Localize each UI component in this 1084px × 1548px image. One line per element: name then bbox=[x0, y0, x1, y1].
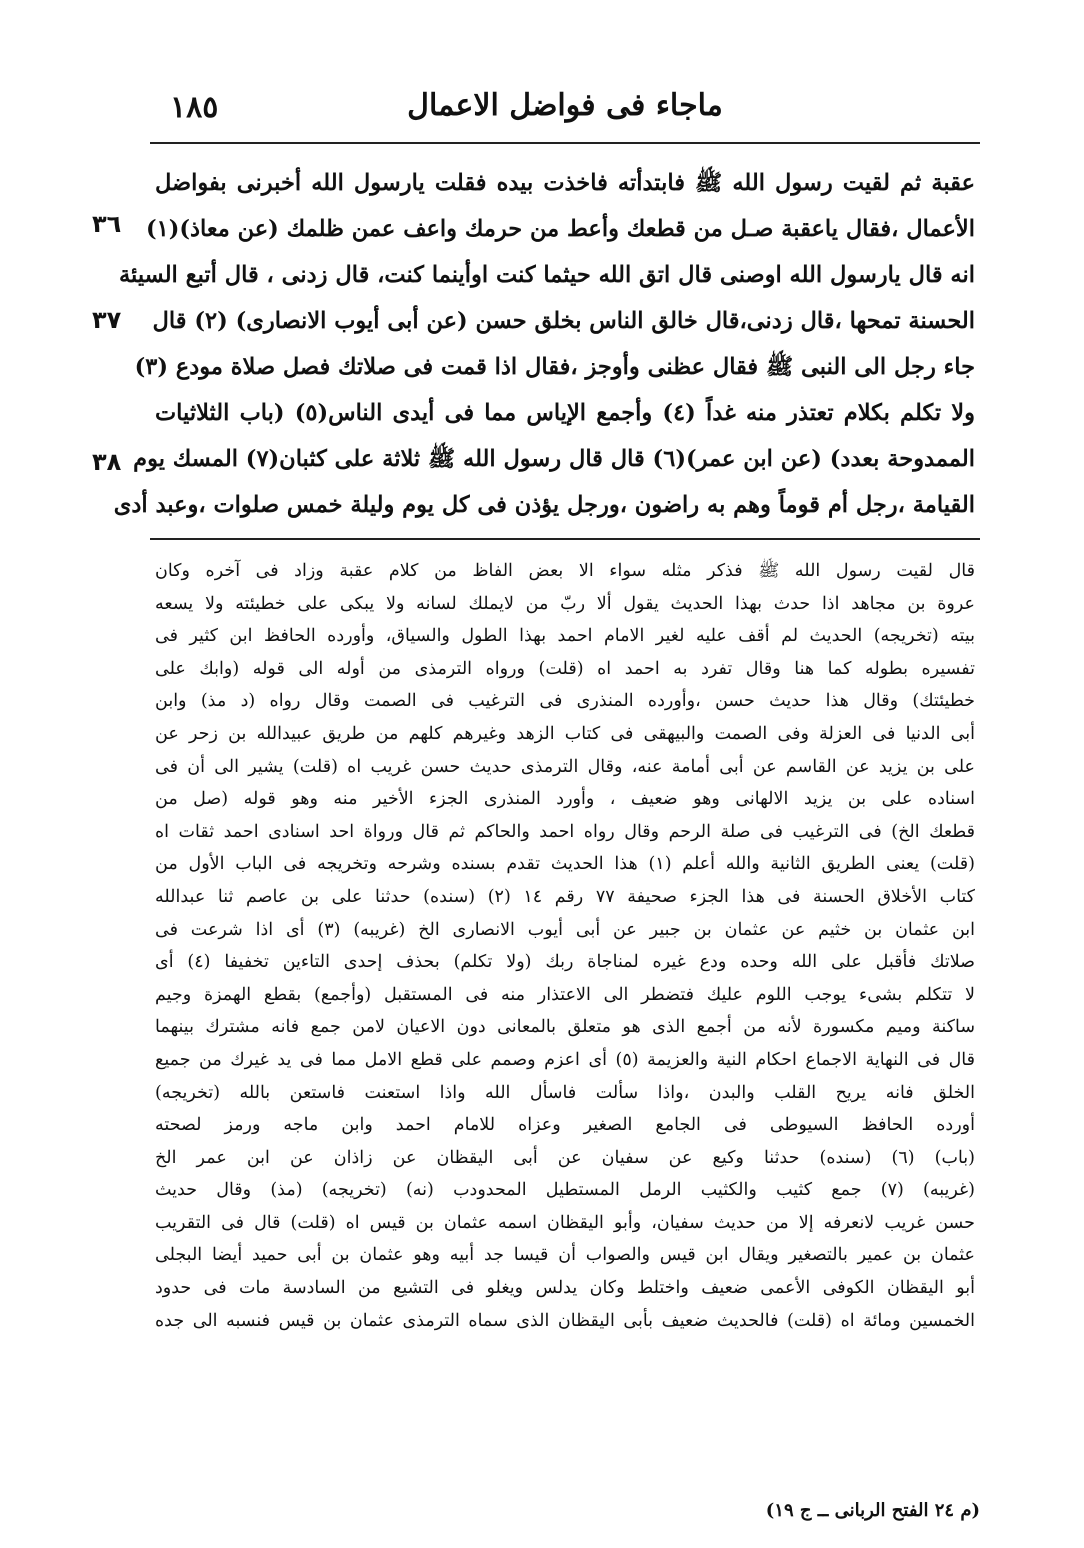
footnote-line: حسن غريب لانعرفه إلا من حديث سفيان، وأبو اليقظان اسمه عثمان بن قيس اه (قلت) قال فى التقريب bbox=[155, 1212, 975, 1233]
footnote-line: تفسيره بطوله كما هنا وقال تفرد به احمد اه (قلت) ورواه الترمذى من أوله الى قوله (وابك على bbox=[155, 658, 975, 679]
footnote-line: أورده الحافظ السيوطى فى الجامع الصغير وعزاه للامام احمد وابن ماجه ورمز لصحته bbox=[155, 1115, 975, 1136]
footnote-line: الخمسين ومائة اه (قلت) فالحديث ضعيف بأبى اليقظان الذى سماه الترمذى عثمان بن قيس فنسبه الى جده bbox=[155, 1310, 975, 1331]
footnote-line: لا تتكلم بشىء يوجب اللوم عليك فتضطر الى الاعتذار منه فى المستقبل (وأجمع) بقطع الهمزة وجيم bbox=[155, 984, 975, 1005]
footnote-line: (غريبه) (٧) جمع كثيب والكثيب الرمل المستطيل المحدودب (نه) (تخريجه) (مذ) وقال حديث bbox=[155, 1180, 975, 1201]
footnote-line: كتاب الأخلاق الحسنة فى هذا الجزء صحيفة ٧٧ رقم ١٤ (٢) (سنده) حدثنا على بن عاصم ثنا عبدالله bbox=[155, 886, 976, 907]
footnote-line: على بن يزيد عن القاسم عن أبى أمامة عنه، وقال الترمذى حديث حسن غريب اه (قلت) يشير الى أن فى bbox=[155, 756, 975, 777]
main-text-line: الحسنة تمحها ،قال زدنى،قال خالق الناس بخلق حسن (عن أبى أيوب الانصارى) (٢) قال bbox=[152, 308, 975, 334]
main-text-line: الممدوحة بعدد) (عن ابن عمر)(٦) قال قال رسول الله ﷺ ثلاثة على كثبان(٧) المسك يوم bbox=[133, 446, 975, 472]
page-header bbox=[150, 82, 980, 142]
footnote-line: (باب) (٦) (سنده) حدثنا وكيع عن سفيان عن أبى اليقظان عن زاذان عن ابن عمر الخ bbox=[155, 1147, 975, 1168]
footnotes bbox=[155, 555, 975, 1337]
printer-signature: (م ٢٤ الفتح الربانى ــ ج ١٩) bbox=[765, 1500, 980, 1521]
footnote-line: ساكنة وميم مكسورة لأنه من أجمع الذى هو متعلق بالمعانى دون الاعيان لامن جمع فانه مشترك بينهما bbox=[155, 1017, 975, 1038]
footnote-line: قطعك الخ) فى الترغيب فى صلة الرحم وقال رواه احمد والحاكم ثم قال ورواة احد اسنادى احمد ثقات اه bbox=[155, 821, 975, 842]
main-text-line: الأعمال ،فقال ياعقبة صـل من قطعك وأعط من حرمك واعف عمن ظلمك (عن معاذ)(١) bbox=[145, 216, 975, 242]
main-text-line: القيامة ،رجل أم قوماً وهم به راضون ،ورجل يؤذن فى كل يوم وليلة خمس صلوات ،وعبد أدى bbox=[113, 492, 975, 518]
footnote-line: قال فى النهاية الاجماع احكام النية والعزيمة (٥) أى اعزم وصمم على قطع الامل مما فى يد غيرك من جميع bbox=[155, 1049, 975, 1070]
footnote-line: ابن عثمان بن خثيم عن عثمان بن جبير عن أبى أيوب الانصارى الخ (غريبه) (٣) أى اذا شرعت فى bbox=[155, 919, 976, 940]
main-text-line: ولا تكلم بكلام تعتذر منه غداً (٤) وأجمع الإياس مما فى أيدى الناس(٥) (باب الثلاثيات bbox=[155, 400, 976, 426]
page-number: ١٨٥ bbox=[170, 90, 219, 125]
footnote-divider bbox=[150, 538, 980, 540]
footnote-line: أبو اليقظان الكوفى الأعمى ضعيف واختلط وكان يدلس ويغلو فى التشيع من السادسة مات فى حدود bbox=[155, 1278, 975, 1299]
footnote-line: عثمان بن عمير بالتصغير ويقال ابن قيس والصواب أن قيسا جد أبيه وهو عثمان بن أبى حميد أيضا البجلى bbox=[155, 1245, 975, 1266]
running-title: ماجاء فى فواضل الاعمال bbox=[407, 88, 723, 123]
footnote-line: أبى الدنيا فى العزلة وفى الصمت والبيهقى فى كتاب الزهد وغيرهم كلهم من طريق عبيدالله بن زحر عن bbox=[155, 723, 975, 744]
main-text-line: انه قال يارسول الله اوصنى قال اتق الله حيثما كنت اوأينما كنت، قال زدنى ، قال أتبع السيئة bbox=[118, 262, 975, 288]
footnote-line: قال لقيت رسول الله ﷺ فذكر مثله سواء الا بعض الفاظ من كلام عقبة وزاد فى آخره وكان bbox=[155, 561, 975, 581]
footnote-line: (قلت) يعنى الطريق الثانية والله أعلم (١) هذا الحديث تقدم بسنده وشرحه وتخريجه فى الباب الأول من bbox=[155, 854, 975, 875]
footnote-line: عروة بن مجاهد اذا حدث بهذا الحديث يقول ألا ربّ من لايملك لسانه ولا يبكى على خطيئته ولا يسعه bbox=[155, 593, 975, 614]
footnote-line: بيته (تخريجه) الحديث لم أقف عليه لغير الامام احمد بهذا الطول والسياق، وأورده الحافظ ابن كثير فى bbox=[155, 626, 975, 647]
main-text-line: جاء رجل الى النبى ﷺ فقال عظنى وأوجز ،فقال اذا قمت فى صلاتك فصل صلاة مودع (٣) bbox=[134, 354, 975, 380]
hadith-number: ٣٧ bbox=[92, 306, 122, 334]
footnote-line: صلاتك فأقبل على الله وحده ودع غيره لمناجاة ربك (ولا تكلم) بحذف إحدى التاءين تخفيفا (٤) أى bbox=[155, 952, 976, 973]
footnote-line: خطيئتك) وقال هذا حديث حسن ،وأورده المنذرى فى الترغيب فى الصمت وقال رواه (د مذ) وابن bbox=[155, 691, 975, 712]
hadith-number: ٣٦ bbox=[92, 210, 122, 238]
hadith-number: ٣٨ bbox=[92, 448, 122, 476]
footnote-line: اسناده على بن يزيد الالهانى وهو ضعيف ، وأورد المنذرى الجزء الأخير منه وهو قوله (صل من bbox=[155, 789, 975, 810]
header-divider bbox=[150, 142, 980, 144]
footnote-line: الخلق فانه يريح القلب والبدن ،واذا سألت فاسأل الله واذا استعنت فاستعن بالله (تخريجه) bbox=[155, 1082, 975, 1103]
main-text bbox=[113, 160, 976, 528]
main-text-line: عقبة ثم لقيت رسول الله ﷺ فابتدأته فاخذت بيده فقلت يارسول الله أخبرنى بفواضل bbox=[155, 170, 975, 196]
